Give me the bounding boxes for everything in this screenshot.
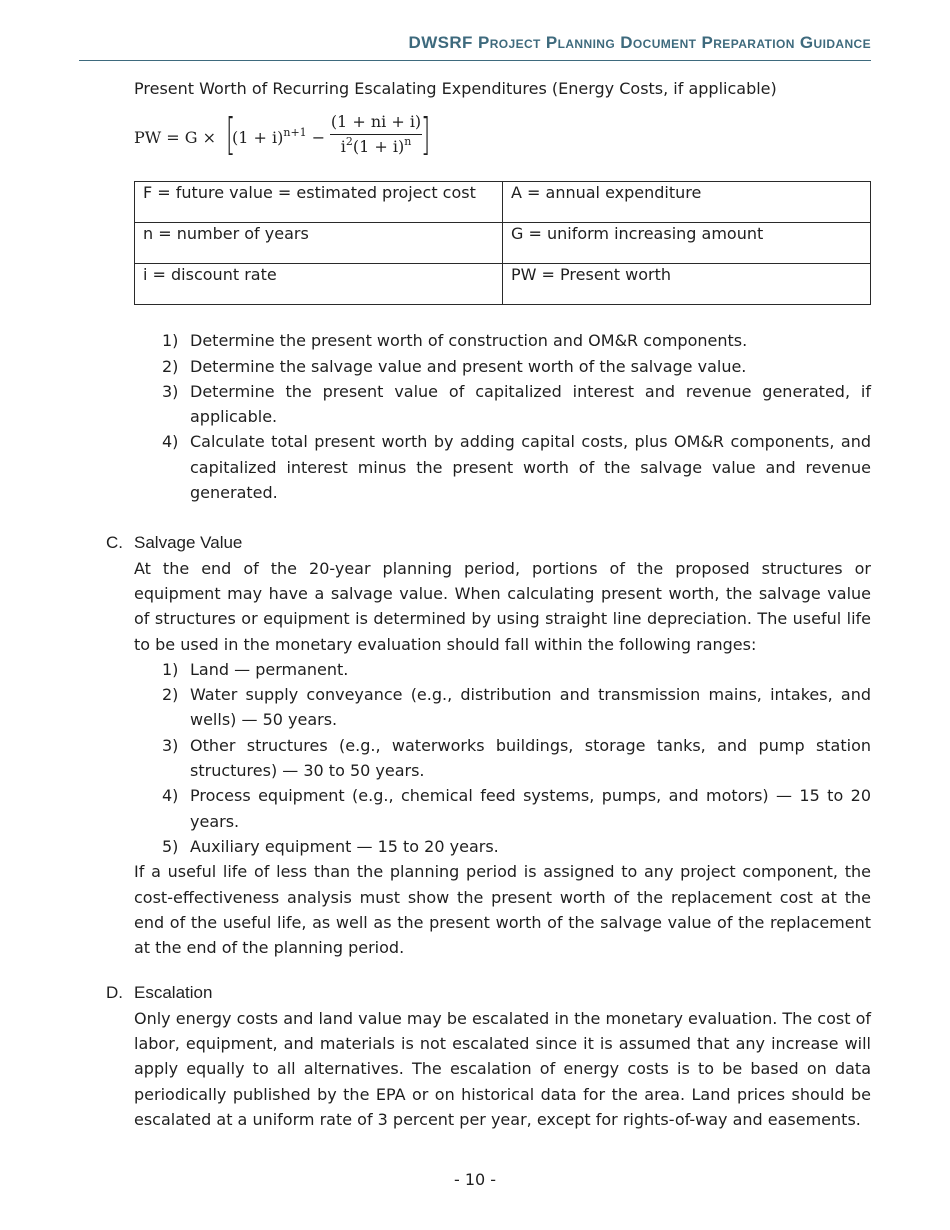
header-rule [79, 60, 871, 61]
formula-numerator: (1 + ni + i) [330, 111, 422, 135]
table-cell: F = future value = estimated project cost [135, 182, 503, 223]
formula-lhs: PW = G × [134, 128, 217, 148]
list-item: 2) Water supply conveyance (e.g., distribution and transmission mains, intakes, and wells) — 50 years. [162, 685, 871, 730]
section-heading: D. Escalation [106, 983, 213, 1003]
intro-heading: Present Worth of Recurring Escalating Expenditures (Energy Costs, if applicable) [134, 79, 777, 98]
table-cell: PW = Present worth [503, 264, 871, 305]
formula-denominator: $i^2(1 + i)^n$ [340, 135, 412, 157]
table-cell: i = discount rate [135, 264, 503, 305]
formula-term1: $(1 + i)^{n+1}$ − [232, 126, 326, 148]
page-header-title: DWSRF Project Planning Document Preparation Guidance [408, 33, 871, 52]
document-body [106, 76, 871, 1132]
section-salvage-value [106, 530, 871, 960]
section-heading: C. Salvage Value [106, 533, 243, 553]
section-paragraph: If a useful life of less than the planning period is assigned to any project component, the cost-effectiveness analysis must show the present worth of the replacement cost at the end of the useful life, as well as the present worth of the salvage value of the replacement at the end of the planning period. [134, 862, 871, 958]
page-number: - 10 - [453, 1170, 497, 1189]
list-item: 2) Determine the salvage value and present worth of the salvage value. [162, 356, 747, 376]
page-header [79, 33, 871, 53]
table-cell: A = annual expenditure [503, 182, 871, 223]
present-worth-formula [134, 111, 871, 163]
formula-fraction [330, 111, 422, 159]
section-paragraph: Only energy costs and land value may be escalated in the monetary evaluation. The cost of labor, equipment, and materials is not escalated since it is assumed that any increase will apply equally to all alternatives. The escalation of energy costs is to be based on data periodically published by the EPA or on historical data for the area. Land prices should be escalated at a uniform rate of 3 percent per year, except for rights-of-way and easements. [134, 1008, 871, 1129]
useful-life-list [134, 657, 871, 859]
table-cell: G = uniform increasing amount [503, 223, 871, 264]
section-escalation [106, 980, 871, 1132]
list-item: 4) Process equipment (e.g., chemical feed systems, pumps, and motors) — 15 to 20 years. [162, 786, 871, 831]
list-item: 5) Auxiliary equipment — 15 to 20 years. [162, 836, 499, 856]
table-row [135, 264, 871, 305]
table-cell: n = number of years [135, 223, 503, 264]
list-item: 3) Other structures (e.g., waterworks buildings, storage tanks, and pump station structures) — 30 to 50 years. [162, 735, 871, 781]
right-bracket: ] [420, 109, 431, 161]
left-bracket: [ [225, 109, 236, 161]
table-row [135, 182, 871, 223]
list-item: 4) Calculate total present worth by adding capital costs, plus OM&R components, and capitalized interest minus the present worth of the salvage value and revenue generated. [162, 432, 871, 503]
list-item: 1) Land — permanent. [162, 659, 349, 679]
table-row [135, 223, 871, 264]
section-paragraph: At the end of the 20-year planning period, portions of the proposed structures or equipment may have a salvage value. When calculating present worth, the salvage value of structures or equipment is determined by using straight line depreciation. The useful life to be used in the monetary evaluation should fall within the following ranges: [134, 558, 871, 654]
definitions-table [134, 181, 871, 305]
list-item: 3) Determine the present value of capitalized interest and revenue generated, if applicable. [162, 381, 871, 427]
steps-list [134, 328, 871, 505]
list-item: 1) Determine the present worth of construction and OM&R components. [162, 331, 748, 351]
